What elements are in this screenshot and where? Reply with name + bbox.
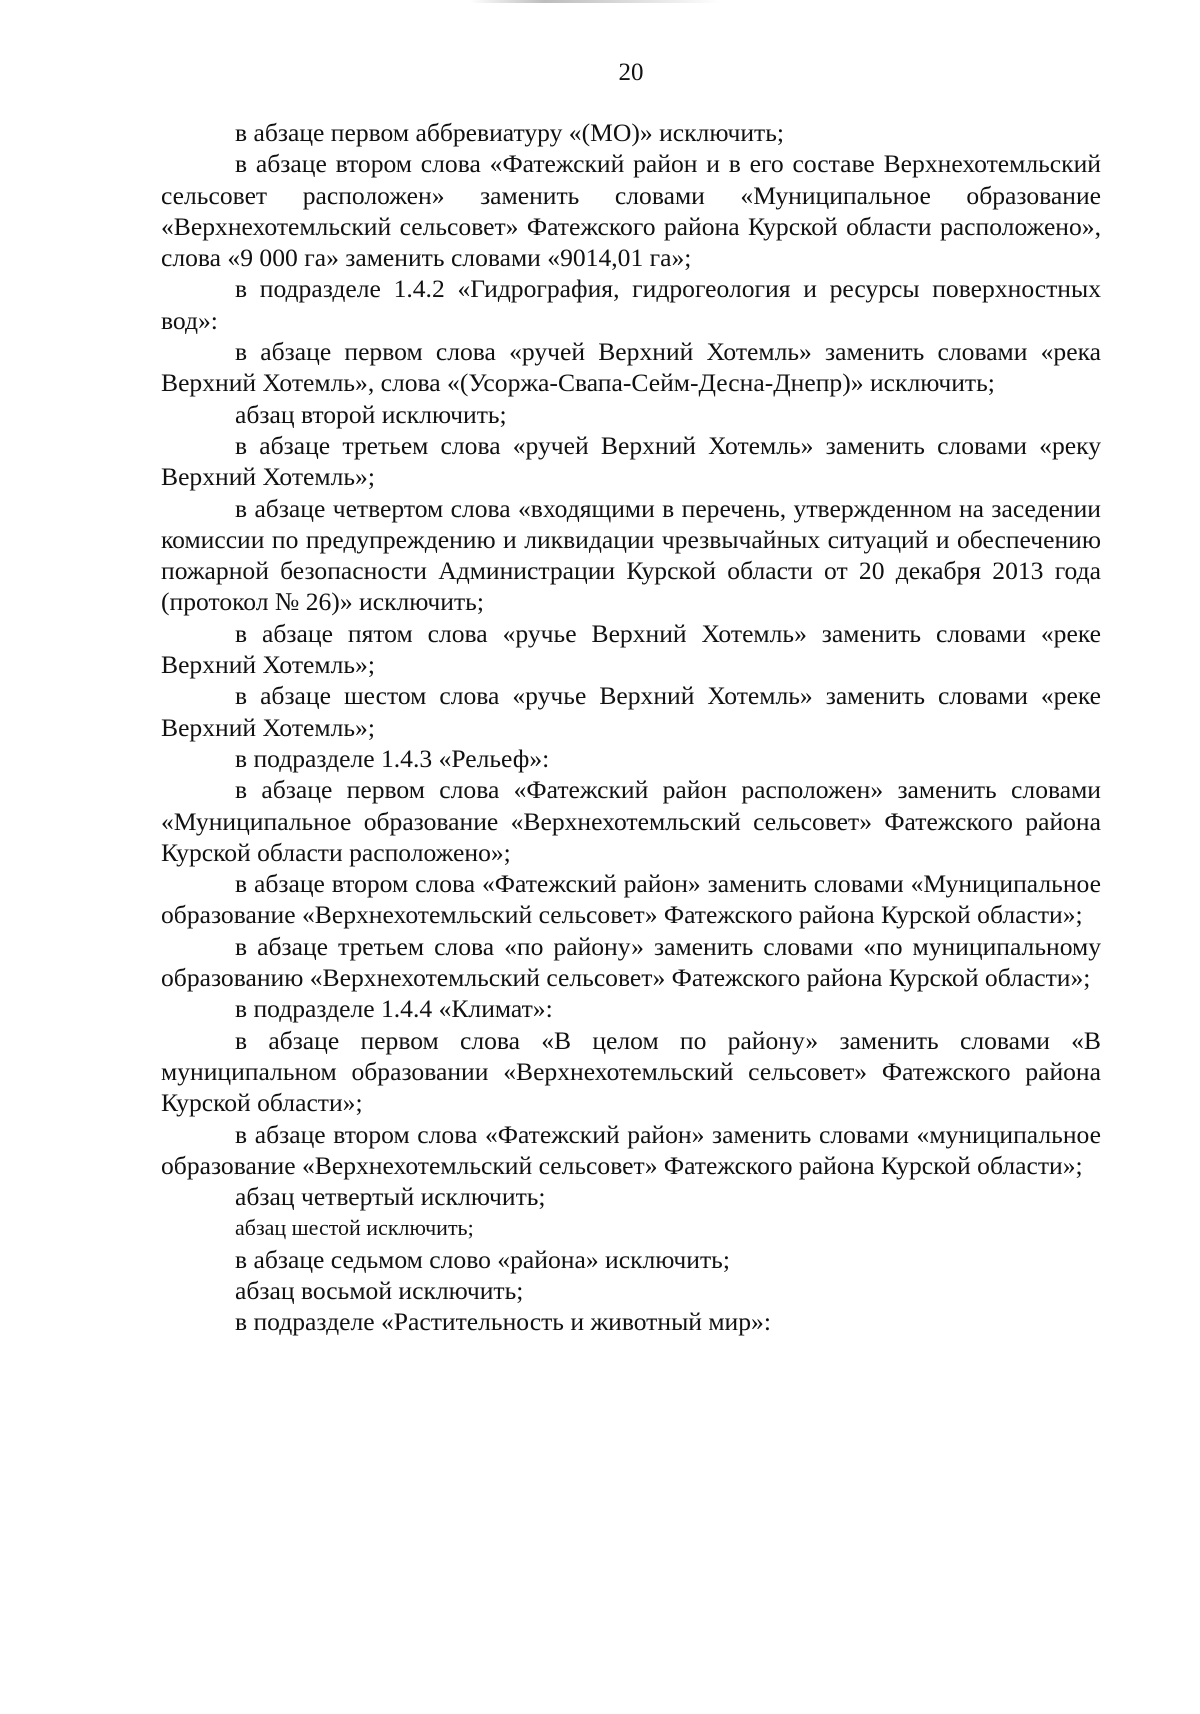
paragraph: в подразделе 1.4.4 «Климат»:	[235, 994, 553, 1024]
paragraph: в абзаце втором слова «Фатежский район» заменить словами «муниципальное образование «Верхнехотемльский сельсовет» Фатежского района Курской области»;	[161, 1119, 1101, 1180]
paragraph: в подразделе 1.4.2 «Гидрография, гидрогеология и ресурсы поверхностных вод»:	[161, 274, 1101, 335]
paragraph: в подразделе «Растительность и животный мир»:	[235, 1307, 771, 1337]
paragraph: в абзаце шестом слова «ручье Верхний Хотемль» заменить словами «реке Верхний Хотемль»;	[161, 681, 1101, 742]
paragraph: абзац шестой исключить;	[235, 1215, 474, 1241]
paragraph: в абзаце пятом слова «ручье Верхний Хотемль» заменить словами «реке Верхний Хотемль»;	[161, 618, 1101, 680]
paragraph: в абзаце первом слова «ручей Верхний Хотемль» заменить словами «река Верхний Хотемль», слова «(Усоржа-Свапа-Сейм-Десна-Днепр)» исключить;	[161, 337, 1101, 398]
paragraph: в подразделе 1.4.3 «Рельеф»:	[235, 743, 550, 773]
page-number: 20	[618, 59, 644, 86]
paragraph: в абзаце третьем слова «ручей Верхний Хотемль» заменить словами «реку Верхний Хотемль»;	[161, 430, 1101, 492]
paragraph: в абзаце втором слова «Фатежский район» заменить словами «Муниципальное образование «Верхнехотемльский сельсовет» Фатежского района Курской области»;	[161, 869, 1101, 930]
paragraph: в абзаце четвертом слова «входящими в перечень, утвержденном на заседении комиссии по предупреждению и ликвидации чрезвычайных ситуаций и обеспечению пожарной безопасности Администрации Курской области от 20 декабря 2013 года (протокол № 26)» исключить;	[161, 493, 1101, 617]
paragraph: абзац четвертый исключить;	[235, 1182, 546, 1212]
document-body	[161, 117, 1101, 1338]
paragraph: в абзаце втором слова «Фатежский район и в его составе Верхнехотемльский сельсовет расположен» заменить словами «Муниципальное образование «Верхнехотемльский сельсовет» Фатежского района Курской области расположено», слова «9 000 га» заменить словами «9014,01 га»;	[161, 149, 1101, 273]
paragraph: в абзаце первом аббревиатуру «(МО)» исключить;	[235, 118, 785, 147]
paragraph: в абзаце третьем слова «по району» заменить словами «по муниципальному образованию «Верхнехотемльский сельсовет» Фатежского района Курской области»;	[161, 931, 1101, 993]
paragraph: в абзаце первом слова «Фатежский район расположен» заменить словами «Муниципальное образование «Верхнехотемльский сельсовет» Фатежского района Курской области расположено»;	[161, 775, 1101, 867]
paragraph: в абзаце первом слова «В целом по району» заменить словами «В муниципальном образовании «Верхнехотемльский сельсовет» Фатежского района Курской области»;	[161, 1025, 1101, 1118]
scan-artifact	[470, 0, 720, 3]
paragraph: абзац восьмой исключить;	[235, 1275, 524, 1305]
paragraph: в абзаце седьмом слово «района» исключить;	[235, 1244, 730, 1274]
paragraph: абзац второй исключить;	[235, 399, 507, 429]
